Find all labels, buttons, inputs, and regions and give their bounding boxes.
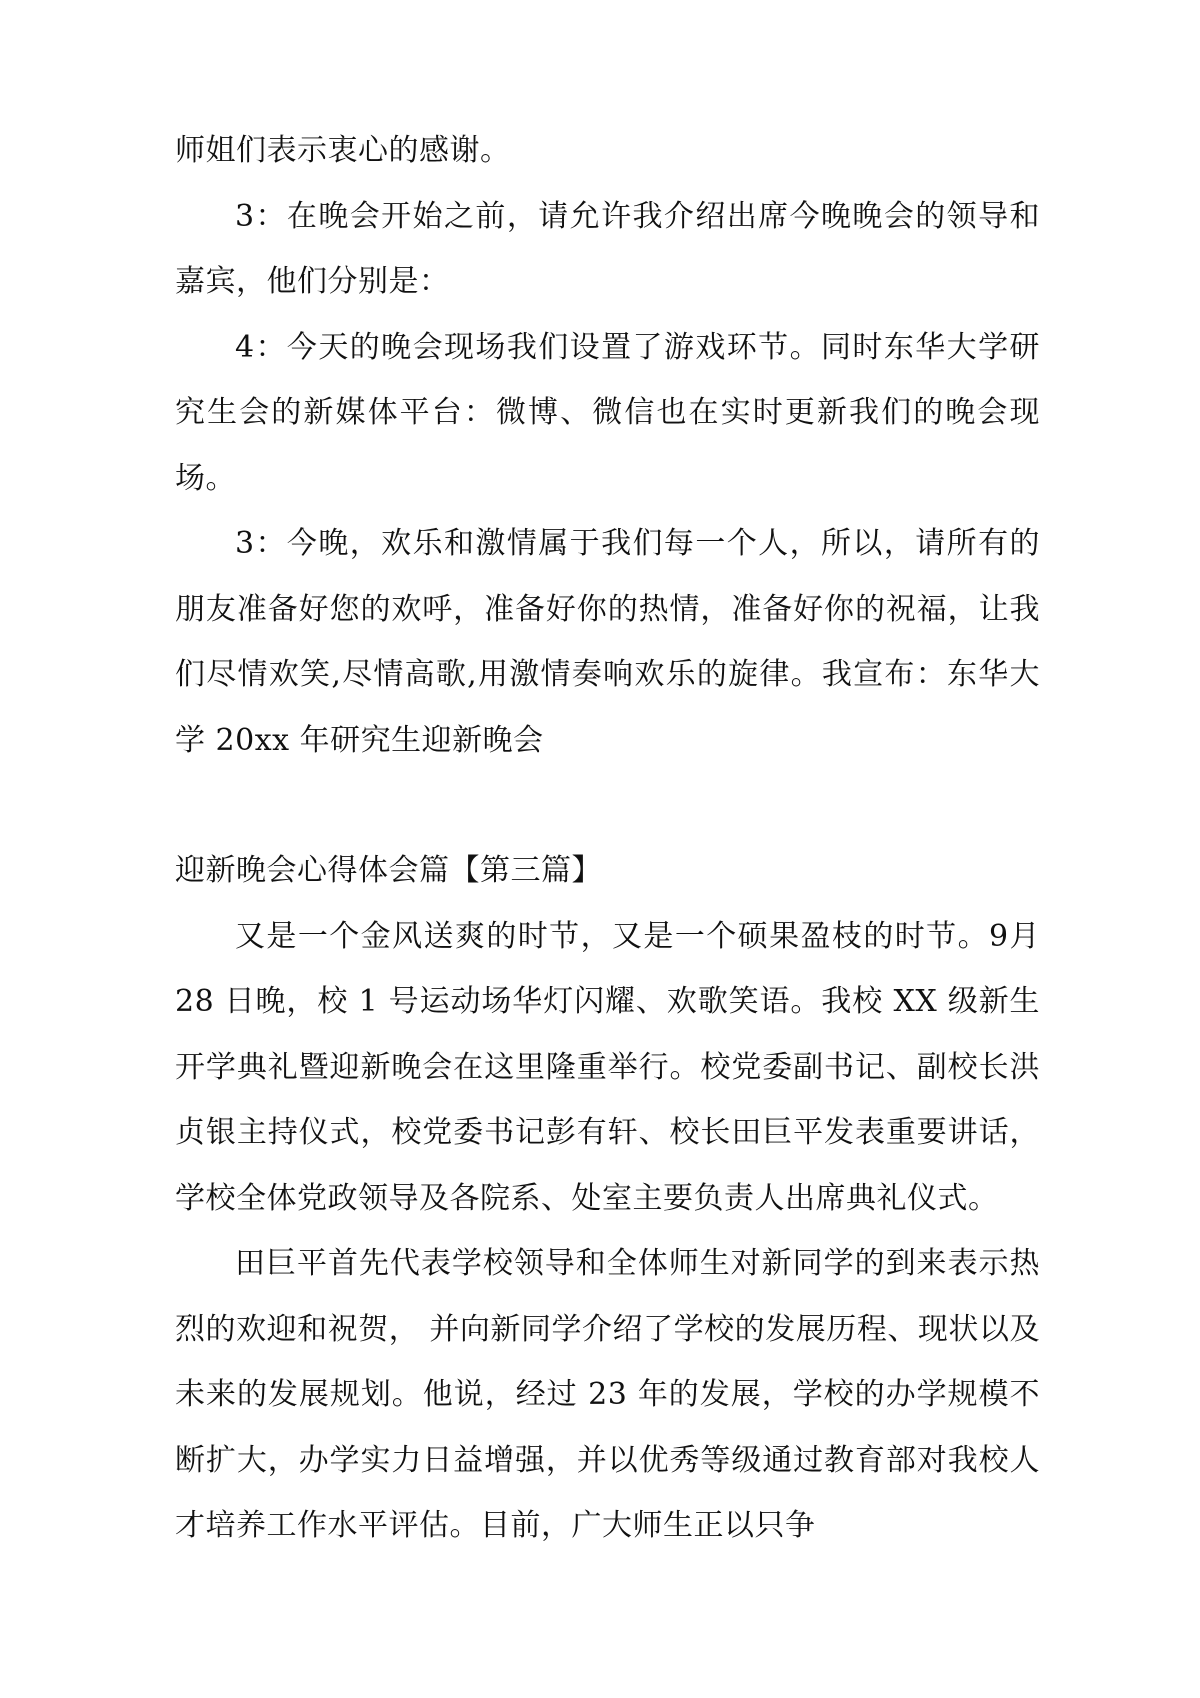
paragraph-speech: 田巨平首先代表学校领导和全体师生对新同学的到来表示热烈的欢迎和祝贺， 并向新同学介绍了学校的发展历程、现状以及未来的发展规划。他说，经过 23 年的发展，学校的办学规模不断扩大，办学实力日益增强，并以优秀等级通过教育部对我校人才培养工作水平评估。目前，广大师生正以只争 (175, 1246, 1040, 1543)
section-heading: 迎新晚会心得体会篇【第三篇】 (175, 853, 602, 888)
paragraph-ceremony: 又是一个金风送爽的时节，又是一个硕果盈枝的时节。9月 28 日晚，校 1 号运动场华灯闪耀、欢歌笑语。我校 XX 级新生开学典礼暨迎新晚会在这里隆重举行。校党委副书记、副校长洪贞银主持仪式，校党委书记彭有轩、校长田巨平发表重要讲话，学校全体党政领导及各院系、处室主要负责人出席典礼仪式。 (175, 918, 1040, 1216)
paragraph-announcement: 3：今晚，欢乐和激情属于我们每一个人，所以，请所有的朋友准备好您的欢呼，准备好你的热情，准备好你的祝福，让我们尽情欢笑,尽情高歌,用激情奏响欢乐的旋律。我宣布：东华大学 20xx 年研究生迎新晚会 (175, 526, 1040, 758)
section-spacer (175, 773, 1040, 838)
paragraph-guests: 3：在晚会开始之前，请允许我介绍出席今晚晚会的领导和嘉宾，他们分别是： (175, 198, 1040, 299)
paragraph-games: 4：今天的晚会现场我们设置了游戏环节。同时东华大学研究生会的新媒体平台：微博、微信也在实时更新我们的晚会现场。 (175, 329, 1040, 496)
paragraph-continuation: 师姐们表示衷心的感谢。 (175, 133, 511, 168)
document-body (175, 118, 1040, 1559)
